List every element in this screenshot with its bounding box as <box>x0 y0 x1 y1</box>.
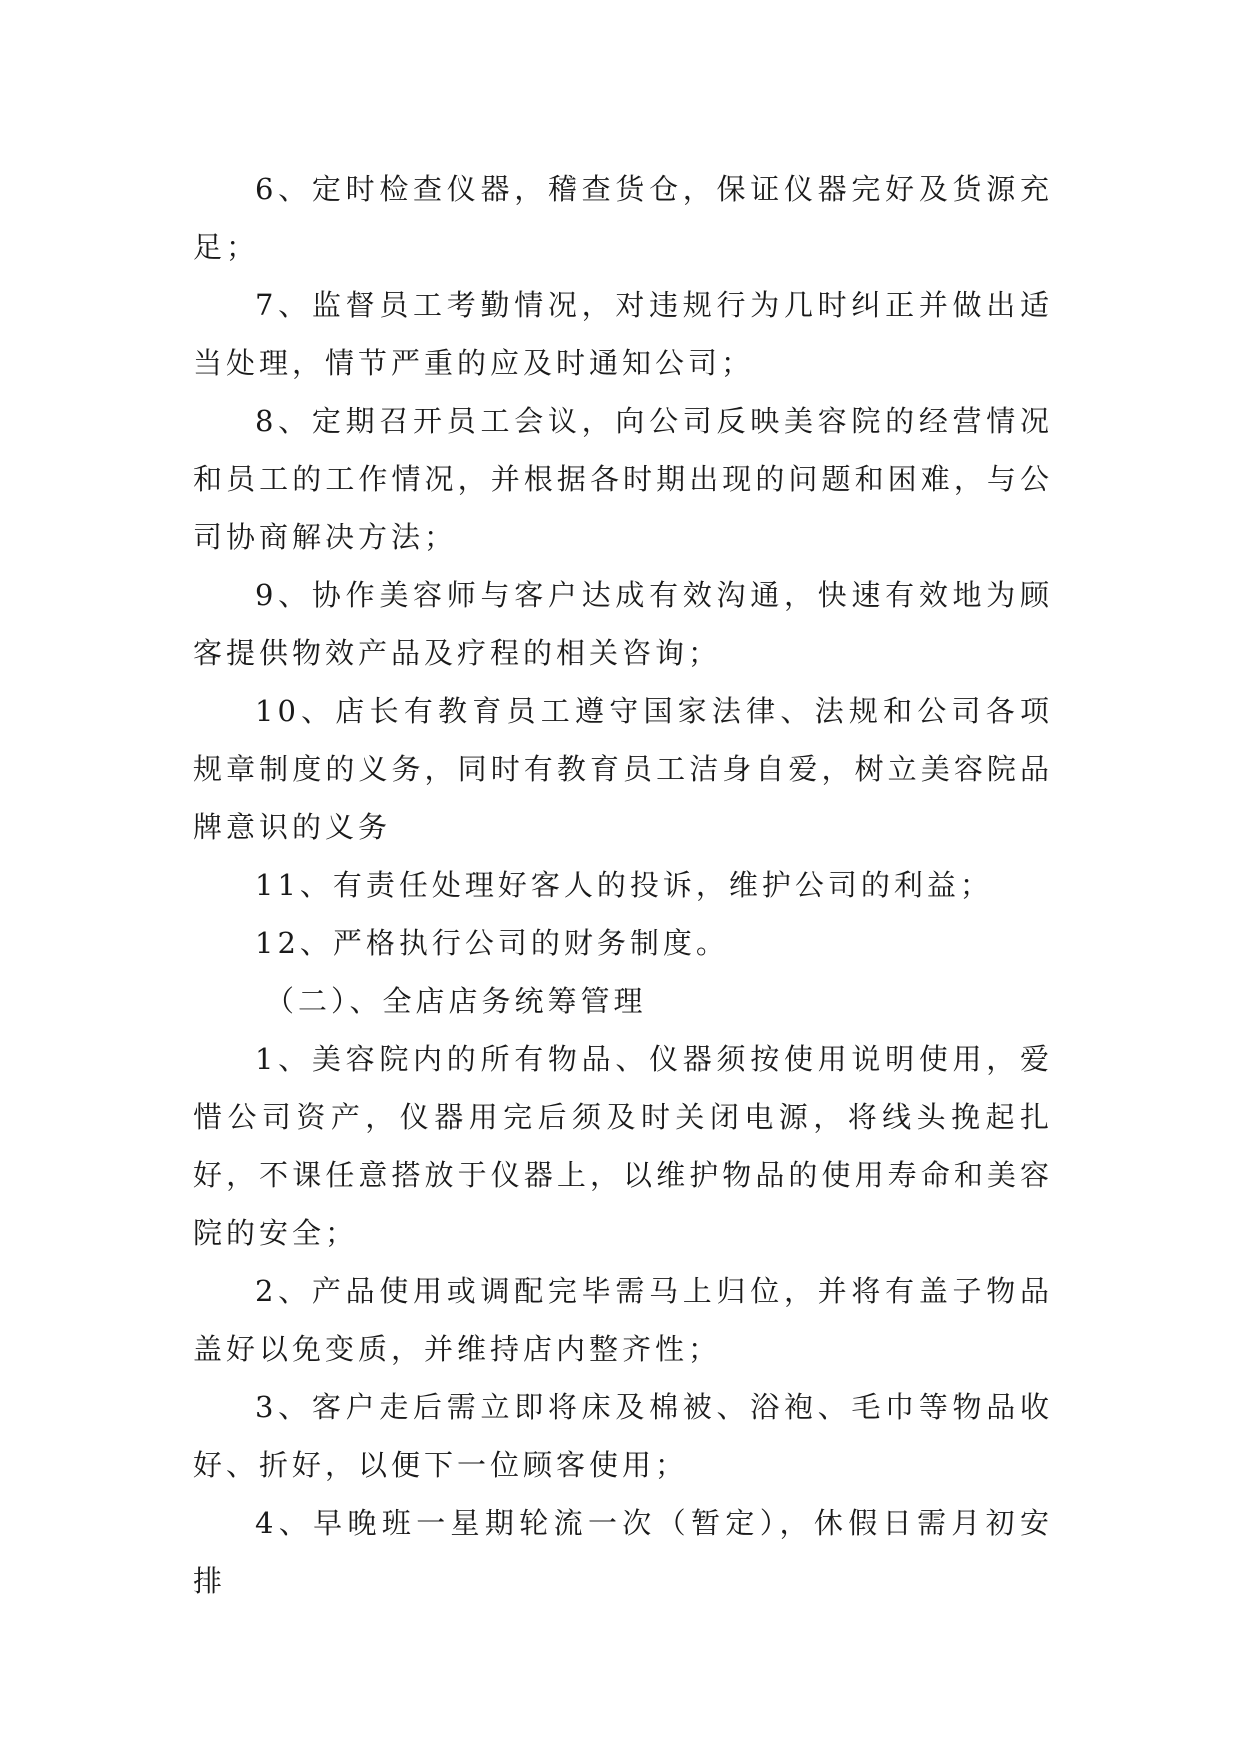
paragraph-item-8: 8、定期召开员工会议，向公司反映美容院的经营情况和员工的工作情况，并根据各时期出现的问题和困难，与公司协商解决方法； <box>193 404 1053 554</box>
section-heading: （二）、全店店务统筹管理 <box>265 984 647 1018</box>
paragraph-item-11: 11、有责任处理好客人的投诉，维护公司的利益； <box>255 868 993 902</box>
paragraph-item-10: 10、店长有教育员工遵守国家法律、法规和公司各项规章制度的义务，同时有教育员工洁身自爱，树立美容院品牌意识的义务 <box>193 694 1053 844</box>
paragraph-item-1: 1、美容院内的所有物品、仪器须按使用说明使用，爱惜公司资产，仪器用完后须及时关闭电源，将线头挽起扎好，不课任意搭放于仪器上，以维护物品的使用寿命和美容院的安全； <box>193 1042 1053 1250</box>
paragraph-item-7: 7、监督员工考勤情况，对违规行为几时纠正并做出适当处理，情节严重的应及时通知公司； <box>193 288 1053 380</box>
paragraph-item-4: 4、早晚班一星期轮流一次（暂定），休假日需月初安排 <box>193 1506 1053 1598</box>
paragraph-item-9: 9、协作美容师与客户达成有效沟通，快速有效地为顾客提供物效产品及疗程的相关咨询； <box>193 578 1053 670</box>
paragraph-item-6: 6、定时检查仪器，稽查货仓，保证仪器完好及货源充足； <box>193 172 1053 264</box>
paragraph-item-12: 12、严格执行公司的财务制度。 <box>255 926 729 960</box>
paragraph-item-2: 2、产品使用或调配完毕需马上归位，并将有盖子物品盖好以免变质，并维持店内整齐性； <box>193 1274 1053 1366</box>
paragraph-item-3: 3、客户走后需立即将床及棉被、浴袍、毛巾等物品收好、折好，以便下一位顾客使用； <box>193 1390 1053 1482</box>
document-body <box>193 160 1053 1610</box>
